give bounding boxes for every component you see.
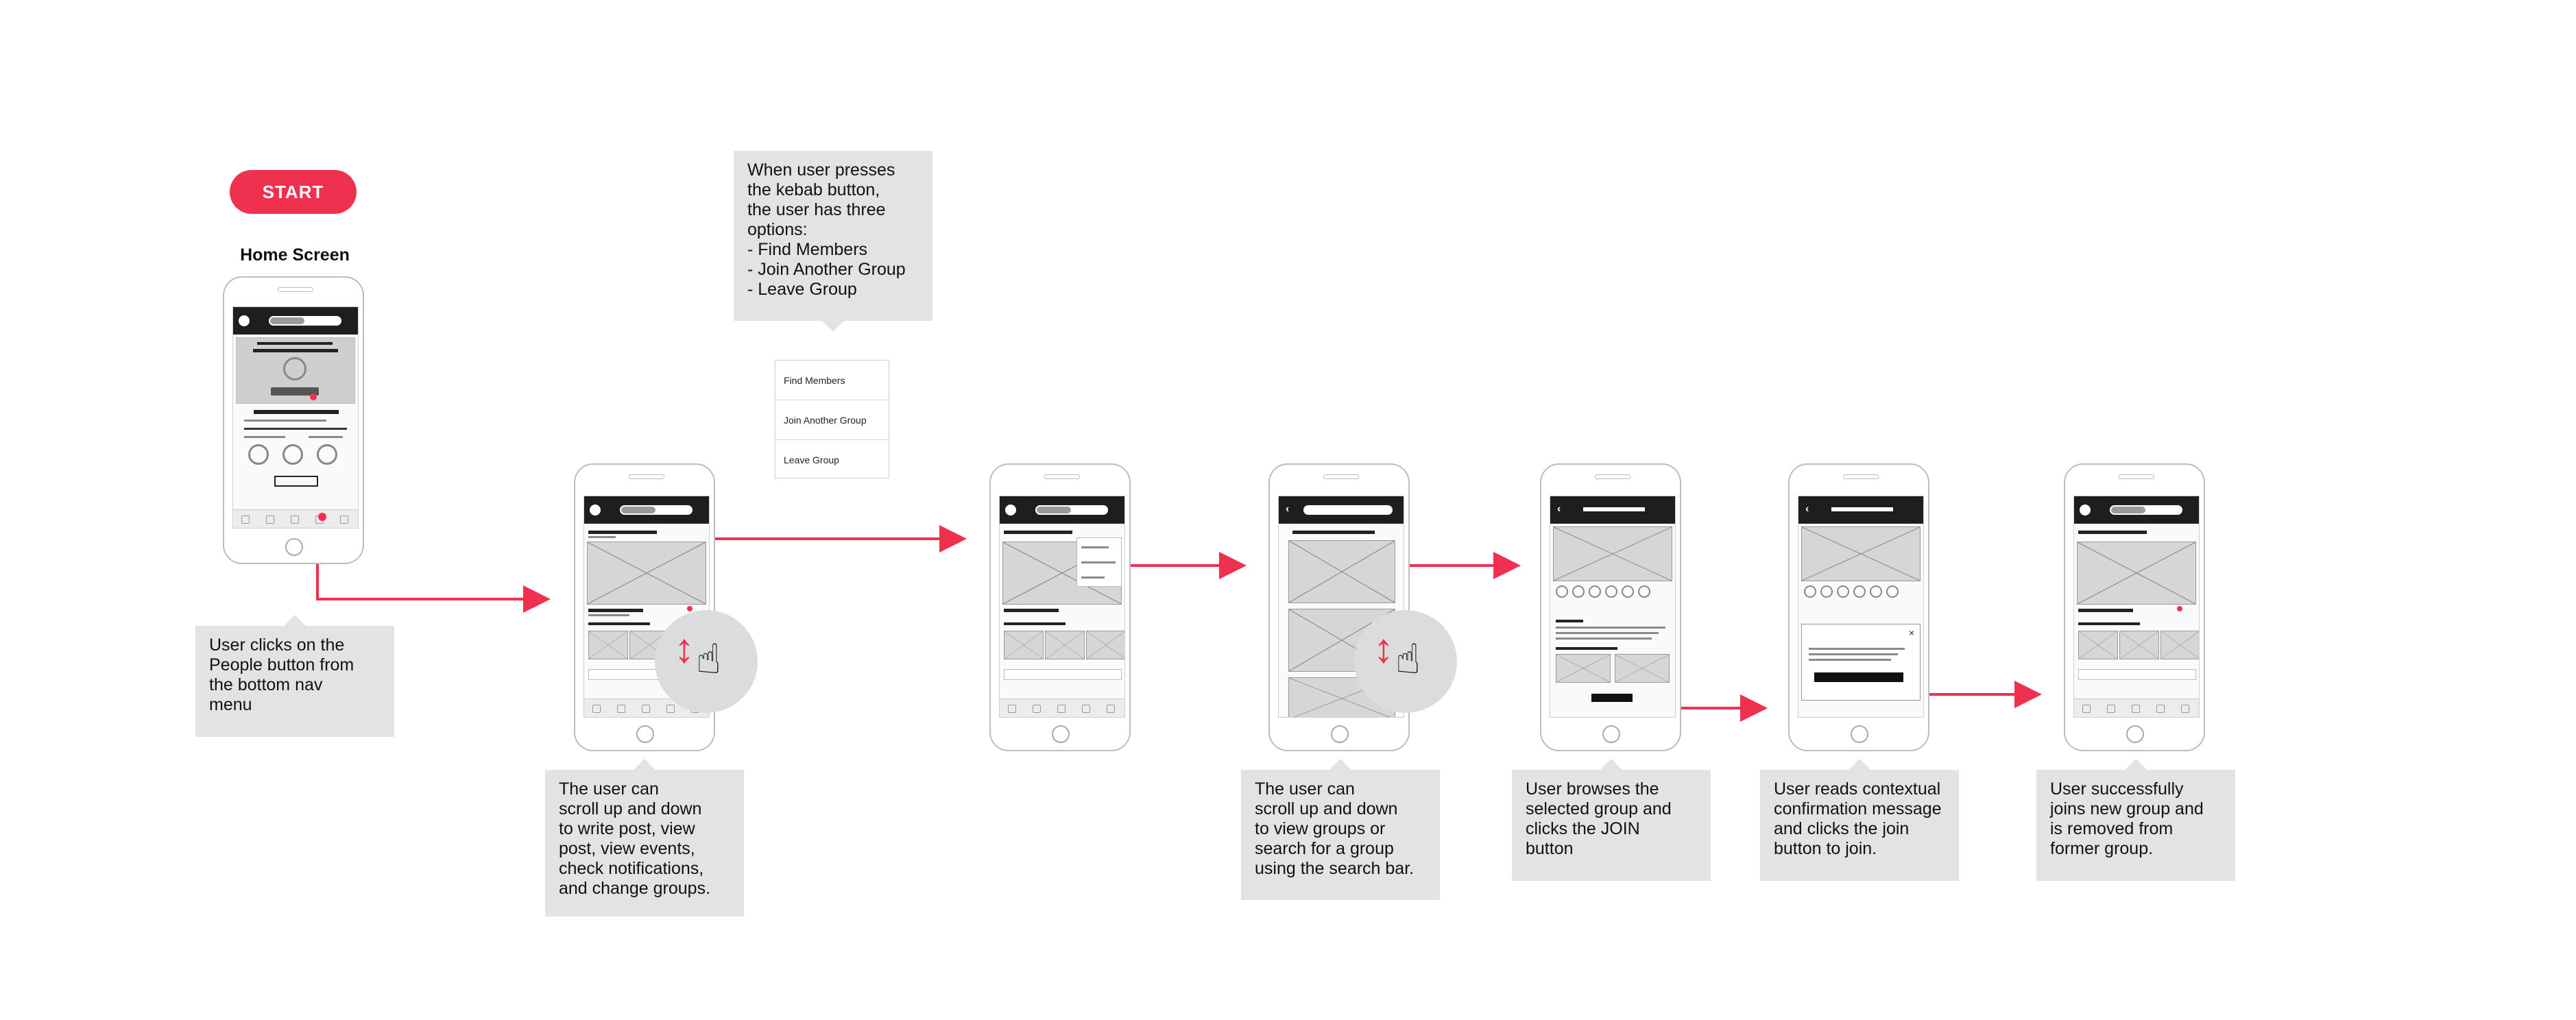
- callout-line: menu: [209, 695, 252, 714]
- callout-line: The user can: [1255, 779, 1355, 799]
- menu-item-join-another-group[interactable]: Join Another Group: [775, 400, 889, 440]
- home-screen-title: Home Screen: [240, 245, 350, 265]
- step-callout-confirmation: [1760, 770, 1959, 881]
- step-callout-people-button: [195, 626, 394, 737]
- callout-line: the kebab button,: [747, 180, 880, 199]
- phone-kebab-menu-open: [989, 463, 1131, 751]
- callout-line: and clicks the join: [1774, 819, 1910, 838]
- phone-join-confirmation: ‹ ×: [1788, 463, 1929, 751]
- callout-line: People button from: [209, 655, 354, 675]
- phone-group-detail: ‹: [1540, 463, 1681, 751]
- callout-line: the bottom nav: [209, 675, 323, 694]
- callout-line: The user can: [559, 779, 659, 799]
- menu-item-find-members[interactable]: Find Members: [775, 361, 889, 400]
- scroll-gesture-icon: ↕ ☝: [1354, 610, 1457, 713]
- phone-recommended-groups: ‹: [1268, 463, 1410, 751]
- callout-line: options:: [747, 220, 808, 239]
- callout-line: search for a group: [1255, 839, 1394, 858]
- callout-line: button: [1526, 839, 1574, 858]
- callout-line: post, view events,: [559, 839, 695, 858]
- callout-line: former group.: [2050, 839, 2154, 858]
- menu-item-leave-group[interactable]: Leave Group: [784, 454, 839, 465]
- step-callout-scroll-feed: [545, 770, 744, 916]
- callout-line: User clicks on the: [209, 635, 345, 655]
- callout-line: to write post, view: [559, 819, 695, 838]
- callout-line: When user presses: [747, 160, 895, 180]
- callout-line: using the search bar.: [1255, 859, 1415, 878]
- callout-line: User successfully: [2050, 779, 2184, 799]
- step-callout-join-button: [1512, 770, 1711, 881]
- step-callout-browse-groups: [1241, 770, 1440, 900]
- callout-line: button to join.: [1774, 839, 1877, 858]
- callout-line: selected group and: [1526, 799, 1672, 818]
- callout-line: the user has three: [747, 200, 886, 219]
- phone-home-screen: [223, 276, 364, 564]
- callout-line: - Join Another Group: [747, 260, 906, 279]
- callout-line: - Leave Group: [747, 280, 857, 299]
- callout-line: scroll up and down: [559, 799, 702, 818]
- callout-line: User browses the: [1526, 779, 1659, 799]
- callout-line: confirmation message: [1774, 799, 1942, 818]
- phone-joined-group: [2064, 463, 2205, 751]
- start-pill: START: [230, 170, 357, 214]
- callout-line: joins new group and: [2050, 799, 2204, 818]
- callout-line: clicks the JOIN: [1526, 819, 1640, 838]
- scroll-gesture-icon: ↕ ☝: [655, 610, 758, 713]
- step-callout-success: [2036, 770, 2235, 881]
- callout-line: scroll up and down: [1255, 799, 1398, 818]
- callout-line: User reads contextual: [1774, 779, 1941, 799]
- callout-line: - Find Members: [747, 240, 868, 259]
- callout-line: to view groups or: [1255, 819, 1386, 838]
- callout-line: is removed from: [2050, 819, 2174, 838]
- callout-line: check notifications,: [559, 859, 704, 878]
- callout-line: and change groups.: [559, 879, 711, 898]
